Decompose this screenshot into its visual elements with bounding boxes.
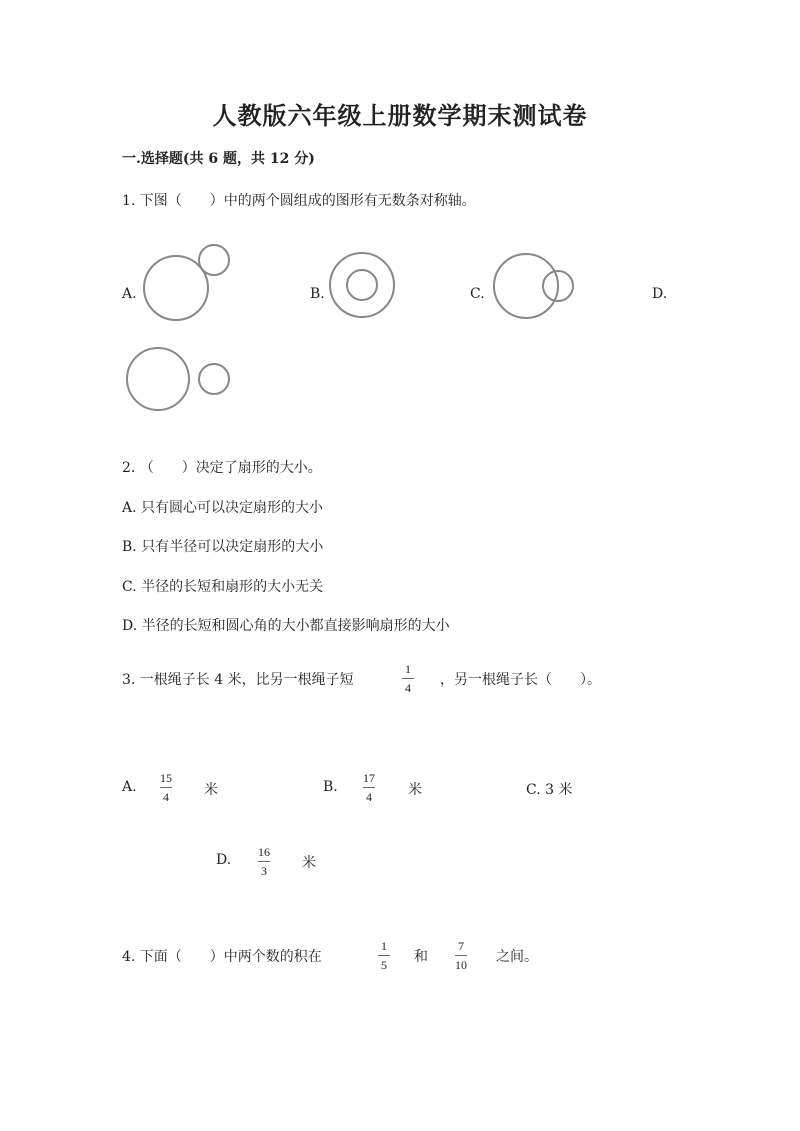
question-4-text-before: 4. 下面（ ）中两个数的积在 xyxy=(122,949,322,965)
large-circle xyxy=(494,254,558,318)
fraction-bar xyxy=(160,787,172,788)
large-circle xyxy=(127,348,189,410)
q3-option-d-unit: 米 xyxy=(302,855,316,871)
fraction-numerator: 16 xyxy=(258,845,270,859)
q1-option-a-label: A. xyxy=(122,286,137,302)
question-3-text-before: 3. 一根绳子长 4 米，比另一根绳子短 xyxy=(122,672,354,688)
question-4-text-after: 之间。 xyxy=(496,949,538,965)
question-4-middle-text: 和 xyxy=(414,949,428,965)
fraction-bar xyxy=(402,678,414,679)
question-1-text: 1. 下图（ ）中的两个圆组成的图形有无数条对称轴。 xyxy=(122,193,476,209)
q3-option-c: C. 3 米 xyxy=(526,782,573,798)
q1-option-b-label: B. xyxy=(310,286,325,302)
fraction-numerator: 1 xyxy=(381,939,387,953)
fraction-numerator: 17 xyxy=(363,771,375,785)
section-heading: 一.选择题(共 6 题，共 12 分) xyxy=(122,151,315,167)
q3-option-d-label: D. xyxy=(216,852,232,868)
fraction-denominator: 4 xyxy=(163,790,169,804)
fraction-denominator: 4 xyxy=(405,681,411,695)
q1-option-c-label: C. xyxy=(470,286,485,302)
outer-circle xyxy=(330,253,394,317)
question-3-fraction xyxy=(402,662,414,695)
q2-option-a: A. 只有圆心可以决定扇形的大小 xyxy=(122,500,324,516)
inner-circle xyxy=(347,270,377,300)
page-title: 人教版六年级上册数学期末测试卷 xyxy=(212,101,588,130)
q2-option-d: D. 半径的长短和圆心角的大小都直接影响扇形的大小 xyxy=(122,618,450,634)
fraction-denominator: 4 xyxy=(366,790,372,804)
fraction-bar xyxy=(258,861,270,862)
q2-option-c: C. 半径的长短和扇形的大小无关 xyxy=(122,579,324,595)
fraction-numerator: 7 xyxy=(458,939,464,953)
question-3-text-after: ，另一根绳子长（ ）。 xyxy=(440,672,601,688)
q3-option-b-unit: 米 xyxy=(408,782,422,798)
small-circle xyxy=(199,245,229,275)
fraction-denominator: 5 xyxy=(381,958,387,972)
q1-option-b-figure xyxy=(322,245,412,329)
question-2-text: 2. （ ）决定了扇形的大小。 xyxy=(122,460,322,476)
small-circle xyxy=(199,364,229,394)
fraction-denominator: 3 xyxy=(261,864,267,878)
q3-option-a-unit: 米 xyxy=(204,782,218,798)
fraction-denominator: 10 xyxy=(455,958,467,972)
q3-option-a-label: A. xyxy=(122,779,137,795)
fraction-numerator: 1 xyxy=(405,662,411,676)
question-4-fraction-1 xyxy=(378,939,390,972)
question-4-fraction-2 xyxy=(455,939,467,972)
q2-option-b: B. 只有半径可以决定扇形的大小 xyxy=(122,539,324,555)
fraction-numerator: 15 xyxy=(160,771,172,785)
q3-option-d-fraction xyxy=(258,845,270,878)
q1-option-c-figure xyxy=(486,248,586,332)
q3-option-b-fraction xyxy=(363,771,375,804)
fraction-bar xyxy=(378,955,390,956)
q1-option-d-figure xyxy=(120,340,240,420)
q1-option-d-label: D. xyxy=(652,286,668,302)
fraction-bar xyxy=(363,787,375,788)
q3-option-a-fraction xyxy=(160,771,172,804)
fraction-bar xyxy=(455,955,467,956)
large-circle xyxy=(144,256,208,320)
q3-option-b-label: B. xyxy=(323,779,338,795)
q1-option-a-figure xyxy=(138,240,238,330)
